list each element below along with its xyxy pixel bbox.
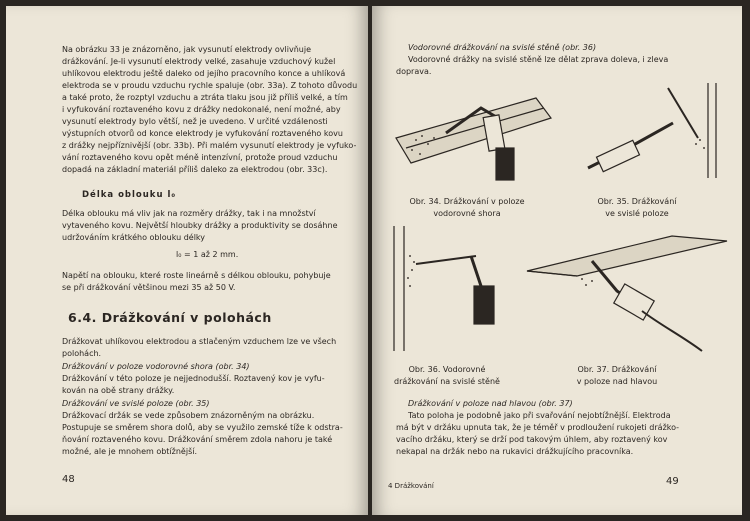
caption-obr-37-line1: Obr. 37. Drážkování <box>577 365 657 374</box>
caption-obr-34-line2: vodorovné shora <box>433 209 501 218</box>
text-line: vacího držáku, který se drží pod takovým úhlem, aby roztavený kov <box>396 435 668 444</box>
text-line: se při drážkování většinou mezi 35 až 50 V. <box>62 283 236 292</box>
figure-36-illustration <box>386 226 536 356</box>
caption-obr-37-line2: v poloze nad hlavou <box>576 377 658 386</box>
text-line: Drážkování v této poloze je nejjednodušší. Roztavený kov je vyfu- <box>62 374 325 383</box>
text-line: Postupuje se směrem shora dolů, aby se využilo zemské tíže k odstra- <box>62 423 343 432</box>
text-line: elektroda se v proudu vzduchu rychle spaluje (obr. 33a). Z tohoto důvodu <box>62 81 358 90</box>
text-line: možné, ale je mnohem obtížnější. <box>62 447 198 456</box>
text-line: drážkování. Je-li vysunutí elektrody velké, zasahuje vzduchový kužel <box>62 57 336 66</box>
text-line: uhlíkovou elektrodu ještě daleko od jejího pracovního konce a uhlíková <box>62 69 346 78</box>
text-line: vysunutí elektrody bylo větší, než je uvedeno. V určité vzdálenosti <box>62 117 328 126</box>
caption-obr-35-line1: Obr. 35. Drážkování <box>597 197 677 206</box>
subheading-arc-length: Délka oblouku l₀ <box>82 190 177 200</box>
italic-subtitle: Drážkování v poloze nad hlavou (obr. 37) <box>408 399 573 408</box>
text-line: výstupních otvorů od konce elektrody je vyfukování roztaveného kovu <box>62 129 343 138</box>
text-line: Na obrázku 33 je znázorněno, jak vysunutí elektrody ovlivňuje <box>62 45 312 54</box>
formula: l₀ = 1 až 2 mm. <box>176 250 239 259</box>
text-line: i vyfukování roztaveného kovu z drážky nedokonalé, není možné, aby <box>62 105 341 114</box>
running-footer: 4 Drážkování <box>388 482 434 490</box>
figure-34-illustration <box>386 78 556 188</box>
text-line: z drážky nejpříznivější (obr. 33b). Při malém vysunutí elektrody je vyfuko- <box>62 141 357 150</box>
italic-subtitle: Drážkování ve svislé poloze (obr. 35) <box>62 399 210 408</box>
page-number: 49 <box>666 476 679 487</box>
caption-obr-36-line2: drážkování na svislé stěně <box>394 377 500 386</box>
caption-obr-36-line1: Obr. 36. Vodorovné <box>408 365 486 374</box>
figure-37-illustration <box>522 231 732 356</box>
page-number: 48 <box>62 474 75 485</box>
text-line: vytaveného kovu. Největší hloubky drážky a produktivity se dosáhne <box>62 221 338 230</box>
text-line: Tato poloha je podobně jako při svařování nejobtížnější. Elektroda <box>408 411 671 420</box>
text-line: vání roztaveného kovu opět méně intenzívní, protože proud vzduchu <box>62 153 338 162</box>
caption-obr-34-line1: Obr. 34. Drážkování v poloze <box>409 197 525 206</box>
text-line: dopadá na základní materiál příliš daleko za elektrodou (obr. 33c). <box>62 165 328 174</box>
text-line: Drážkovat uhlíkovou elektrodou a stlačeným vzduchem lze ve všech <box>62 337 337 346</box>
text-line: a také proto, že rozptyl vzduchu a ztráta tlaku jsou již příliš velké, a tím <box>62 93 348 102</box>
text-line: Délka oblouku má vliv jak na rozměry drážky, tak i na množství <box>62 209 316 218</box>
section-heading: 6.4. Drážkování v polohách <box>68 310 272 325</box>
text-line: Vodorovné drážky na svislé stěně lze dělat zprava doleva, i zleva <box>408 55 669 64</box>
text-line: nekapal na držák nebo na rukavici drážkujícího pracovníka. <box>396 447 634 456</box>
text-line: Napětí na oblouku, které roste lineárně s délkou oblouku, pohybuje <box>62 271 331 280</box>
text-line: udržováním krátkého oblouku délky <box>62 233 205 242</box>
text-line: kován na obě strany drážky. <box>62 386 175 395</box>
figure-35-illustration <box>568 78 728 188</box>
text-line: polohách. <box>62 349 102 358</box>
text-line: Drážkovací držák se vede způsobem znázorněným na obrázku. <box>62 411 315 420</box>
text-line: ňování roztaveného kovu. Drážkování směrem zdola nahoru je také <box>62 435 333 444</box>
right-page <box>372 6 742 515</box>
text-line: má být v držáku upnuta tak, že je téměř v prodloužení rukojeti drážko- <box>396 423 680 432</box>
italic-subtitle: Drážkování v poloze vodorovné shora (obr. 34) <box>62 362 250 371</box>
caption-obr-35-line2: ve svislé poloze <box>605 209 669 218</box>
italic-subtitle: Vodorovné drážkování na svislé stěně (obr. 36) <box>408 43 597 52</box>
left-page <box>6 6 368 515</box>
text-line: doprava. <box>396 67 432 76</box>
